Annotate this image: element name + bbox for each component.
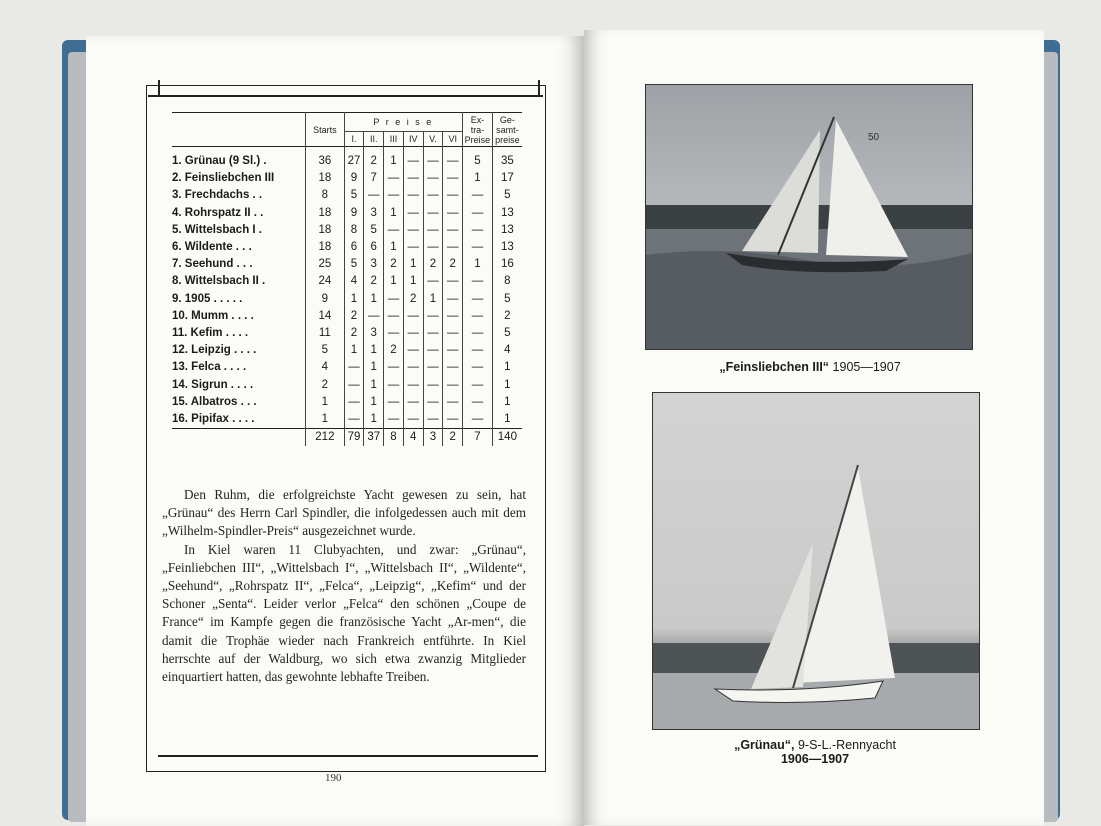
prize-cell: 1 xyxy=(403,256,423,273)
page-number: 190 xyxy=(325,772,342,784)
yacht-name: 15. Albatros . . . xyxy=(172,395,257,408)
table-row xyxy=(172,376,522,393)
yacht-name: 3. Frechdachs . . xyxy=(172,189,263,202)
table-row xyxy=(172,187,522,204)
prize-cell: 2 xyxy=(364,147,384,171)
prize-cell: — xyxy=(443,394,463,411)
prize-cell: 1 xyxy=(364,359,384,376)
table-row xyxy=(172,222,522,239)
prize-cell: — xyxy=(443,170,463,187)
frame-bottom-rule xyxy=(158,755,538,757)
prize-cell: — xyxy=(384,308,404,325)
extra-cell: — xyxy=(463,376,493,393)
table-row xyxy=(172,342,522,359)
prize-cell: — xyxy=(403,394,423,411)
prize-cell: — xyxy=(423,394,443,411)
extra-cell: — xyxy=(463,187,493,204)
prize-cell: — xyxy=(443,411,463,429)
extra-cell: 5 xyxy=(463,147,493,171)
prize-cell: — xyxy=(403,376,423,393)
prize-cell: — xyxy=(344,376,364,393)
prize-cell: 6 xyxy=(344,239,364,256)
yacht-name: 10. Mumm . . . . xyxy=(172,309,254,322)
extra-cell: 1 xyxy=(463,256,493,273)
prize-cell: — xyxy=(443,273,463,290)
prize-cell: 5 xyxy=(344,256,364,273)
starts-cell: 5 xyxy=(306,342,344,359)
prize-cell: 1 xyxy=(364,376,384,393)
prize-cell: — xyxy=(443,239,463,256)
body-text xyxy=(162,486,526,686)
extra-cell: — xyxy=(463,325,493,342)
col-preis-1: I. xyxy=(344,132,364,147)
prize-cell: — xyxy=(403,170,423,187)
yacht-name: 12. Leipzig . . . . xyxy=(172,344,257,357)
prize-cell: 1 xyxy=(384,205,404,222)
extra-cell: 1 xyxy=(463,170,493,187)
prize-cell: 9 xyxy=(344,170,364,187)
results-table xyxy=(172,112,522,446)
prize-cell: 5 xyxy=(344,187,364,204)
starts-cell: 11 xyxy=(306,325,344,342)
caption-1-years: 1905—1907 xyxy=(832,360,901,374)
prize-cell: — xyxy=(443,187,463,204)
prize-cell: — xyxy=(443,222,463,239)
prize-cell: 2 xyxy=(344,325,364,342)
paragraph: In Kiel waren 11 Clubyachten, und zwar: „Grünau“, „Feinliebchen III“, „Wittelsbach I“, „Wittelsbach II“, „Wildente“, „Seehund“, „Rohrspatz II“, „Felca“, „Leipzig“, „Kefim“ und der Schoner „Senta“. Leider verlor „Felca“ den schönen „Coupe de France“ im Kampfe gegen die französische Yacht „Ar-men“, die damit die Trophäe wieder nach Frankreich entführte. In Kiel herrschte auf der Waldburg, wo sich etwa zwanzig Mitglieder einquartiert hatten, das gewohnte lebhafte Treiben. xyxy=(162,541,526,685)
table-row xyxy=(172,147,522,171)
prize-cell: — xyxy=(423,170,443,187)
col-preis-3: III xyxy=(384,132,404,147)
extra-cell: — xyxy=(463,411,493,429)
yacht-name: 5. Wittelsbach I . xyxy=(172,223,263,236)
total-cell: 13 xyxy=(492,205,522,222)
prize-cell: — xyxy=(423,342,443,359)
prize-cell: — xyxy=(423,359,443,376)
prize-cell: 4 xyxy=(344,273,364,290)
prize-cell: — xyxy=(403,205,423,222)
prize-cell: 1 xyxy=(344,291,364,308)
prize-cell: 1 xyxy=(384,273,404,290)
total-cell: 35 xyxy=(492,147,522,171)
prize-cell: 2 xyxy=(403,291,423,308)
extra-cell: — xyxy=(463,291,493,308)
sum-prize: 8 xyxy=(384,429,404,447)
col-preis-5: V. xyxy=(423,132,443,147)
photo-feinsliebchen xyxy=(645,84,973,350)
prize-cell: — xyxy=(423,376,443,393)
col-starts: Starts xyxy=(306,113,344,147)
prize-cell: — xyxy=(384,170,404,187)
sailboat-photo-2 xyxy=(653,393,979,729)
prize-cell: — xyxy=(423,411,443,429)
extra-cell: — xyxy=(463,308,493,325)
crop-mark xyxy=(158,80,160,96)
prize-cell: — xyxy=(384,394,404,411)
prize-cell: — xyxy=(403,325,423,342)
prize-cell: — xyxy=(423,147,443,171)
total-cell: 1 xyxy=(492,359,522,376)
total-cell: 1 xyxy=(492,394,522,411)
col-gesamt: Ge- samt- preise xyxy=(492,113,522,147)
table-row xyxy=(172,291,522,308)
yacht-name: 6. Wildente . . . xyxy=(172,241,252,254)
extra-cell: — xyxy=(463,222,493,239)
prize-cell: 1 xyxy=(344,342,364,359)
prize-cell: — xyxy=(403,147,423,171)
total-cell: 5 xyxy=(492,325,522,342)
table-row xyxy=(172,359,522,376)
prize-cell: — xyxy=(423,187,443,204)
prize-cell: 5 xyxy=(364,222,384,239)
total-cell: 16 xyxy=(492,256,522,273)
table-row xyxy=(172,394,522,411)
prize-cell: 1 xyxy=(364,342,384,359)
extra-cell: — xyxy=(463,394,493,411)
col-extra: Ex- tra- Preise xyxy=(463,113,493,147)
prize-cell: — xyxy=(443,147,463,171)
sum-extra: 7 xyxy=(463,429,493,447)
total-cell: 2 xyxy=(492,308,522,325)
prize-cell: — xyxy=(443,291,463,308)
sum-prize: 3 xyxy=(423,429,443,447)
prize-cell: — xyxy=(344,394,364,411)
col-preise: P r e i s e xyxy=(344,113,463,132)
prize-cell: 2 xyxy=(344,308,364,325)
prize-cell: — xyxy=(364,308,384,325)
total-cell: 5 xyxy=(492,187,522,204)
crop-mark xyxy=(538,80,540,96)
prize-cell: 1 xyxy=(364,291,384,308)
prize-cell: — xyxy=(384,291,404,308)
sum-prize: 37 xyxy=(364,429,384,447)
yacht-name: 4. Rohrspatz II . . xyxy=(172,206,264,219)
starts-cell: 24 xyxy=(306,273,344,290)
prize-cell: 6 xyxy=(364,239,384,256)
table-row xyxy=(172,325,522,342)
prize-cell: 8 xyxy=(344,222,364,239)
sum-row xyxy=(172,429,522,447)
prize-cell: 1 xyxy=(384,147,404,171)
prize-cell: — xyxy=(384,359,404,376)
sum-prize: 79 xyxy=(344,429,364,447)
prize-cell: — xyxy=(403,222,423,239)
prize-cell: 3 xyxy=(364,256,384,273)
prize-cell: — xyxy=(403,187,423,204)
extra-cell: — xyxy=(463,273,493,290)
prize-cell: — xyxy=(443,325,463,342)
photo-gruenau xyxy=(652,392,980,730)
yacht-name: 16. Pipifax . . . . xyxy=(172,412,255,425)
prize-cell: 1 xyxy=(364,394,384,411)
total-cell: 1 xyxy=(492,376,522,393)
prize-cell: 3 xyxy=(364,325,384,342)
prize-cell: — xyxy=(403,342,423,359)
prize-cell: — xyxy=(443,308,463,325)
sum-label xyxy=(172,429,306,447)
prize-cell: 7 xyxy=(364,170,384,187)
caption-1 xyxy=(700,360,920,374)
prize-cell: — xyxy=(423,325,443,342)
prize-cell: 1 xyxy=(364,411,384,429)
yacht-name: 9. 1905 . . . . . xyxy=(172,292,243,305)
table-row xyxy=(172,411,522,429)
total-cell: 8 xyxy=(492,273,522,290)
prize-cell: — xyxy=(384,325,404,342)
prize-cell: — xyxy=(423,308,443,325)
table-row xyxy=(172,273,522,290)
table-row xyxy=(172,205,522,222)
prize-cell: 2 xyxy=(423,256,443,273)
starts-cell: 18 xyxy=(306,205,344,222)
col-preis-4: IV xyxy=(403,132,423,147)
total-cell: 13 xyxy=(492,239,522,256)
starts-cell: 8 xyxy=(306,187,344,204)
prize-cell: 1 xyxy=(384,239,404,256)
prize-cell: — xyxy=(443,359,463,376)
starts-cell: 9 xyxy=(306,291,344,308)
extra-cell: — xyxy=(463,205,493,222)
prize-cell: — xyxy=(403,411,423,429)
extra-cell: — xyxy=(463,239,493,256)
yacht-name: 2. Feinsliebchen III xyxy=(172,172,275,185)
extra-cell: — xyxy=(463,342,493,359)
starts-cell: 4 xyxy=(306,359,344,376)
prize-cell: — xyxy=(443,376,463,393)
total-cell: 1 xyxy=(492,411,522,429)
total-cell: 13 xyxy=(492,222,522,239)
prize-cell: — xyxy=(443,342,463,359)
col-preis-6: VI xyxy=(443,132,463,147)
sailboat-photo-1 xyxy=(646,85,972,349)
sum-prize: 2 xyxy=(443,429,463,447)
starts-cell: 1 xyxy=(306,394,344,411)
prize-cell: — xyxy=(364,187,384,204)
prize-cell: — xyxy=(384,222,404,239)
table-row xyxy=(172,308,522,325)
starts-cell: 1 xyxy=(306,411,344,429)
table-row xyxy=(172,256,522,273)
prize-cell: — xyxy=(423,205,443,222)
yacht-name: 8. Wittelsbach II . xyxy=(172,275,266,288)
frame-top-rule xyxy=(148,95,543,97)
table-row xyxy=(172,170,522,187)
sum-prize: 4 xyxy=(403,429,423,447)
prize-cell: — xyxy=(344,411,364,429)
paragraph: Den Ruhm, die erfolgreichste Yacht gewesen zu sein, hat „Grünau“ des Herrn Carl Spindler, die infolgedessen auch mit dem „Wilhelm-Spindler-Preis“ ausgezeichnet wurde. xyxy=(162,487,526,539)
prize-cell: 9 xyxy=(344,205,364,222)
prize-cell: 1 xyxy=(403,273,423,290)
yacht-name: 7. Seehund . . . xyxy=(172,258,253,271)
caption-2-name: „Grünau“, xyxy=(734,738,795,752)
starts-cell: 14 xyxy=(306,308,344,325)
prize-cell: — xyxy=(403,239,423,256)
prize-cell: 2 xyxy=(384,342,404,359)
prize-cell: — xyxy=(384,187,404,204)
starts-cell: 18 xyxy=(306,170,344,187)
caption-1-name: „Feinsliebchen III“ xyxy=(719,360,830,374)
total-cell: 17 xyxy=(492,170,522,187)
total-cell: 5 xyxy=(492,291,522,308)
prize-cell: — xyxy=(403,308,423,325)
prize-cell: — xyxy=(344,359,364,376)
total-cell: 4 xyxy=(492,342,522,359)
prize-cell: — xyxy=(423,273,443,290)
prize-cell: — xyxy=(423,222,443,239)
col-preis-2: II. xyxy=(364,132,384,147)
prize-cell: — xyxy=(443,205,463,222)
caption-2-type: 9-S-L.-Rennyacht xyxy=(797,738,896,752)
starts-cell: 18 xyxy=(306,222,344,239)
sail-number: 50 xyxy=(868,132,880,143)
prize-cell: — xyxy=(384,411,404,429)
caption-2-years: 1906—1907 xyxy=(780,752,850,766)
sum-starts: 212 xyxy=(306,429,344,447)
sum-total: 140 xyxy=(492,429,522,447)
prize-cell: 2 xyxy=(384,256,404,273)
prize-cell: 3 xyxy=(364,205,384,222)
yacht-name: 1. Grünau (9 Sl.) . xyxy=(172,155,267,168)
starts-cell: 36 xyxy=(306,147,344,171)
yacht-name: 13. Felca . . . . xyxy=(172,361,247,374)
prize-cell: 2 xyxy=(364,273,384,290)
table-row xyxy=(172,239,522,256)
yacht-name: 11. Kefim . . . . xyxy=(172,326,249,339)
prize-cell: 27 xyxy=(344,147,364,171)
prize-cell: 1 xyxy=(423,291,443,308)
starts-cell: 25 xyxy=(306,256,344,273)
starts-cell: 18 xyxy=(306,239,344,256)
yacht-name: 14. Sigrun . . . . xyxy=(172,378,254,391)
prize-cell: — xyxy=(403,359,423,376)
caption-2 xyxy=(690,738,940,766)
starts-cell: 2 xyxy=(306,376,344,393)
prize-cell: — xyxy=(384,376,404,393)
extra-cell: — xyxy=(463,359,493,376)
prize-cell: — xyxy=(423,239,443,256)
prize-cell: 2 xyxy=(443,256,463,273)
